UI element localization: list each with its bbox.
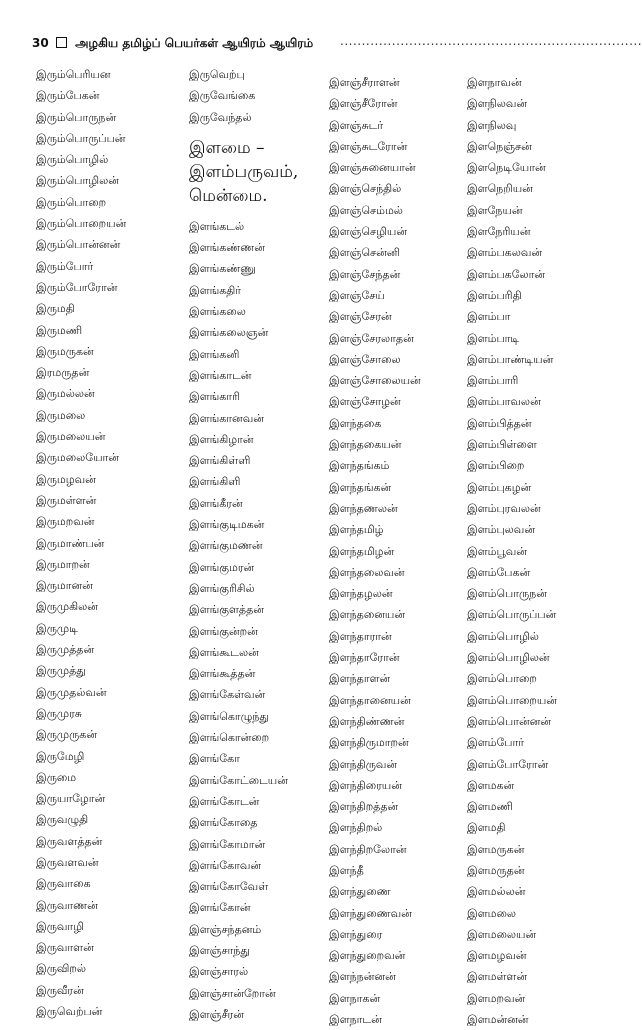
- name-entry: இளந்தாரோன்: [329, 651, 400, 665]
- name-entry: இளமள்ளன்: [467, 970, 527, 984]
- name-entry: இரும்பெரியன: [36, 68, 111, 81]
- name-entry: இளம்பூவன்: [467, 544, 527, 558]
- name-entry: இளஞ்செம்மல்: [329, 203, 403, 217]
- name-entry: இளந்தாரான்: [329, 629, 392, 643]
- name-entry: இருமள்ளன்: [36, 493, 97, 507]
- name-entry: இளந்தணலன்: [329, 501, 398, 515]
- meaning-line: இளம்பருவம்,: [189, 161, 299, 182]
- name-entry: இளங்குரிசில்: [189, 581, 255, 595]
- name-entry: இளங்கோட்டையன்: [189, 773, 288, 787]
- name-entry: இளஞ்சீராளன்: [329, 76, 400, 89]
- name-entry: இளமறவன்: [467, 991, 526, 1005]
- name-entry: இரமருதன்: [36, 366, 90, 380]
- name-entry: இளங்கோவன்: [189, 858, 262, 872]
- name-entry: இருவீரன்: [36, 983, 84, 997]
- name-entry: இளங்கலை: [189, 305, 246, 319]
- name-entry: இருமருகன்: [36, 344, 94, 358]
- name-entry: இளங்குடிமகன்: [189, 518, 265, 532]
- name-entry: இருமணி: [36, 323, 83, 337]
- name-entry: இளஞ்சான்றோன்: [189, 986, 276, 1000]
- name-entry: இருமலையோன்: [36, 451, 119, 465]
- name-entry: இளந்திறத்தன்: [329, 800, 399, 814]
- name-entry: இருவாகை: [36, 877, 91, 891]
- name-entry: இளந்துணை: [329, 885, 391, 899]
- name-entry: இளந்தானையன்: [329, 693, 411, 707]
- name-entry: இளநாகன்: [329, 991, 381, 1005]
- name-entry: இருமாறன்: [36, 557, 90, 571]
- name-entry: இளந்தீ: [329, 863, 364, 877]
- name-entry: இளம்புலவன்: [467, 523, 535, 537]
- name-entry: இளங்கண்ணு: [189, 262, 256, 276]
- name-entry: இளம்பா: [467, 310, 511, 324]
- name-entry: இருமுருகன்: [36, 728, 98, 742]
- meaning-line: இளமை –: [189, 137, 265, 158]
- name-entry: இரும்போரோன்: [36, 280, 118, 294]
- name-entry: இளங்குளத்தன்: [189, 603, 264, 617]
- name-entry: இருமுத்து: [36, 664, 86, 678]
- name-entry: இளமழவன்: [467, 949, 527, 963]
- name-entry: இளம்பாரி: [467, 374, 519, 388]
- name-entry: இளங்காரி: [189, 390, 240, 404]
- name-entry: இளஞ்செழியன்: [329, 225, 408, 239]
- name-entry: இருமலை: [36, 408, 86, 422]
- name-entry: இருயாழோன்: [36, 792, 106, 806]
- name-entry: இளந்தாளன்: [329, 672, 391, 686]
- name-entry: இளமலை: [467, 906, 517, 920]
- name-entry: இரும்பொன்னன்: [36, 238, 121, 252]
- name-entry: இளங்கிள்ளி: [189, 454, 251, 468]
- name-entry: இளம்போரோன்: [467, 757, 549, 771]
- name-entry: இரும்பேகன்: [36, 89, 100, 103]
- name-entry: இளங்கோ: [189, 752, 240, 766]
- names-column-2-top: [189, 64, 329, 128]
- name-entry: இருவழுதி: [36, 813, 89, 827]
- name-entry: இளங்கலைஞன்: [189, 326, 269, 340]
- meaning-line: மென்மை.: [189, 185, 268, 206]
- name-entry: இருமல்லன்: [36, 387, 95, 401]
- square-bullet-icon: [56, 37, 67, 48]
- name-entry: இளஞ்சேரலாதன்: [329, 331, 414, 345]
- name-entry: இளமல்லன்: [467, 885, 526, 899]
- name-entry: இளம்பிறை: [467, 459, 525, 473]
- name-entry: இருமேழி: [36, 749, 85, 763]
- name-entry: இளங்கேள்வன்: [189, 688, 266, 702]
- name-entry: இளஞ்சோலை: [329, 352, 401, 366]
- name-entry: இளங்கொன்றை: [189, 731, 270, 745]
- name-entry: இளங்கோவேள்: [189, 880, 269, 894]
- name-entry: இளங்கூத்தன்: [189, 667, 256, 681]
- names-column-4: [467, 72, 607, 1030]
- name-entry: இளஞ்சாந்து: [189, 943, 250, 957]
- name-entry: இளஞ்சுடரோன்: [329, 139, 408, 153]
- name-entry: இளங்கொழுந்து: [189, 709, 269, 723]
- name-entry: இளஞ்சுடர்: [329, 118, 384, 132]
- name-entry: இளங்குன்றன்: [189, 624, 258, 638]
- name-entry: இளம்பொருநன்: [467, 587, 547, 601]
- name-entry: இளங்கிளி: [189, 475, 241, 489]
- name-entry: இருமானன்: [36, 579, 93, 593]
- name-entry: இருவிறல்: [36, 962, 87, 976]
- name-entry: இளங்கீரன்: [189, 496, 243, 510]
- name-entry: இளந்துணைவன்: [329, 906, 412, 920]
- name-entry: இளமருதன்: [467, 863, 525, 877]
- names-column-3: [329, 72, 469, 1030]
- name-entry: இளம்பொருப்பன்: [467, 608, 557, 622]
- name-entry: இருமுதல்வன்: [36, 685, 107, 699]
- book-title: அழகிய தமிழ்ப் பெயர்கள் ஆயிரம் ஆயிரம்: [75, 36, 314, 50]
- name-entry: இளந்திரையன்: [329, 778, 402, 792]
- name-entry: இளஞ்சோலையன்: [329, 374, 421, 388]
- name-entry: இருமலையன்: [36, 430, 106, 444]
- name-entry: இளந்தமிழன்: [329, 544, 395, 558]
- name-entry: இளநெஞ்சன்: [467, 139, 532, 153]
- name-entry: இளஞ்செந்தில்: [329, 182, 402, 196]
- name-entry: இளந்தலைவன்: [329, 565, 405, 579]
- name-entry: இளங்கதிர்: [189, 283, 242, 297]
- dotted-leader: ......................................................................: [340, 34, 642, 48]
- name-entry: இளம்பரிதி: [467, 288, 522, 302]
- name-entry: இளங்கிழான்: [189, 432, 254, 446]
- name-entry: இளஞ்சுனையான்: [329, 161, 416, 175]
- name-entry: இருவாணன்: [36, 898, 98, 912]
- name-entry: இளம்போர்: [467, 736, 524, 750]
- name-entry: இளநிலவு: [467, 118, 517, 132]
- name-entry: இளந்திறலோன்: [329, 842, 407, 856]
- name-entry: இளம்பொறையன்: [467, 693, 557, 707]
- name-entry: இளஞ்சேரன்: [329, 310, 392, 324]
- name-entry: இளமருகன்: [467, 842, 525, 856]
- name-entry: இளஞ்சோழன்: [329, 395, 401, 409]
- name-entry: இரும்பொருநன்: [36, 110, 117, 124]
- name-entry: இளமலையன்: [467, 927, 537, 941]
- name-entry: இளங்குமணன்: [189, 539, 263, 553]
- page-header: [32, 34, 642, 56]
- name-entry: இளநாடன்: [329, 1013, 382, 1027]
- name-entry: இளநேரியன்: [467, 225, 531, 239]
- name-entry: இளங்கானவன்: [189, 411, 264, 425]
- name-entry: இளஞ்சாரல்: [189, 965, 249, 979]
- name-entry: இளந்தங்கன்: [329, 480, 392, 494]
- name-entry: இளங்கோதை: [189, 816, 258, 830]
- name-entry: இளஞ்சந்தனம்: [189, 922, 262, 936]
- name-entry: இரும்பொழில்: [36, 153, 109, 167]
- name-entry: இருமுரசு: [36, 706, 82, 720]
- name-entry: இளங்குமரன்: [189, 560, 255, 574]
- name-entry: இளஞ்சேந்தன்: [329, 267, 401, 281]
- name-entry: இளஞ்சென்னி: [329, 246, 400, 260]
- name-entry: இளங்கோமான்: [189, 837, 266, 851]
- name-entry: இளந்திண்ணன்: [329, 714, 405, 728]
- name-entry: இளங்காடன்: [189, 368, 252, 382]
- name-entry: இருமை: [36, 770, 77, 784]
- name-entry: இளங்கண்ணன்: [189, 241, 265, 255]
- name-entry: இளஞ்சேய்: [329, 288, 385, 302]
- name-entry: இருவாளன்: [36, 941, 94, 955]
- name-entry: இளம்பேகன்: [467, 565, 531, 579]
- name-entry: இருமுத்தன்: [36, 643, 95, 657]
- name-entry: இளந்தனையன்: [329, 608, 406, 622]
- name-entry: இளம்பித்தன்: [467, 416, 532, 430]
- name-entry: இரும்பொருப்பன்: [36, 131, 126, 145]
- name-entry: இளம்பகலோன்: [467, 267, 546, 281]
- name-entry: இருமழவன்: [36, 472, 96, 486]
- name-entry: இரும்போர்: [36, 259, 94, 273]
- page-number: 30: [32, 36, 49, 50]
- names-column-1: [36, 64, 176, 1022]
- name-entry: இருவளத்தன்: [36, 834, 103, 848]
- name-entry: இளந்நன்னன்: [329, 970, 396, 984]
- name-entry: இருவேங்கை: [189, 89, 256, 103]
- name-entry: இளநெறியன்: [467, 182, 533, 196]
- names-column-2: [189, 64, 329, 1025]
- names-column-2-bottom: [189, 216, 329, 1025]
- name-entry: இளங்கடல்: [189, 219, 245, 233]
- name-entry: இருமதி: [36, 302, 75, 316]
- name-entry: இளம்பொழிலன்: [467, 651, 550, 665]
- name-entry: இளம்புரவலன்: [467, 501, 541, 515]
- name-entry: இருவெற்பன்: [36, 1005, 103, 1019]
- name-entry: இளநிலவன்: [467, 97, 528, 111]
- name-entry: இளமகன்: [467, 778, 515, 792]
- name-entry: இளஞ்சீரன்: [189, 1007, 244, 1021]
- name-entry: இருவாழி: [36, 919, 84, 933]
- name-entry: இளமணி: [467, 800, 513, 814]
- name-entry: இளமன்னன்: [467, 1013, 529, 1027]
- name-entry: இருமறவன்: [36, 515, 95, 529]
- name-entry: இளம்பொழில்: [467, 629, 539, 643]
- name-entry: இளம்பிள்ளை: [467, 438, 537, 452]
- name-entry: இருவேந்தல்: [189, 110, 252, 124]
- name-entry: இளம்பாடி: [467, 331, 520, 345]
- name-entry: இளந்தழலன்: [329, 587, 393, 601]
- name-entry: இரும்பொறை: [36, 195, 107, 209]
- name-entry: இருமுகிலன்: [36, 600, 98, 614]
- name-entry: இளங்கனி: [189, 347, 240, 361]
- name-entry: இளந்திருமாறன்: [329, 736, 409, 750]
- name-entry: இளங்கோடன்: [189, 794, 260, 808]
- name-entry: இளம்பகலவன்: [467, 246, 543, 260]
- name-entry: இளந்துறைவன்: [329, 949, 406, 963]
- name-entry: இளம்பொறை: [467, 672, 537, 686]
- name-entry: இளந்துரை: [329, 927, 383, 941]
- name-entry: இருமுடி: [36, 621, 78, 635]
- name-entry: இளந்தகை: [329, 416, 382, 430]
- name-entry: இளநாவன்: [467, 76, 522, 89]
- name-entry: இரும்பொறையன்: [36, 217, 127, 231]
- name-entry: இருமாண்பன்: [36, 536, 105, 550]
- word-meaning: [189, 136, 329, 208]
- name-entry: இளம்பொன்னன்: [467, 714, 551, 728]
- name-entry: இளந்தங்கம்: [329, 459, 390, 473]
- name-entry: இளங்கூடலன்: [189, 645, 259, 659]
- name-entry: இளநேயன்: [467, 203, 523, 217]
- name-entry: இளஞ்சீரோன்: [329, 97, 398, 111]
- name-entry: இளம்பாண்டியன்: [467, 352, 554, 366]
- name-entry: இளநெடியோன்: [467, 161, 546, 175]
- name-entry: இருவளவன்: [36, 855, 99, 869]
- name-entry: இளந்திருவன்: [329, 757, 398, 771]
- name-entry: இருவெற்பு: [189, 68, 245, 81]
- name-entry: இளந்தமிழ்: [329, 523, 384, 537]
- name-entry: இளந்தகையன்: [329, 438, 402, 452]
- name-entry: இளங்கோன்: [189, 901, 251, 915]
- name-entry: இளமதி: [467, 821, 506, 835]
- name-entry: இரும்பொழிலன்: [36, 174, 119, 188]
- name-entry: இளம்பாவலன்: [467, 395, 541, 409]
- name-entry: இளந்திறல்: [329, 821, 383, 835]
- name-entry: இளம்புகழன்: [467, 480, 532, 494]
